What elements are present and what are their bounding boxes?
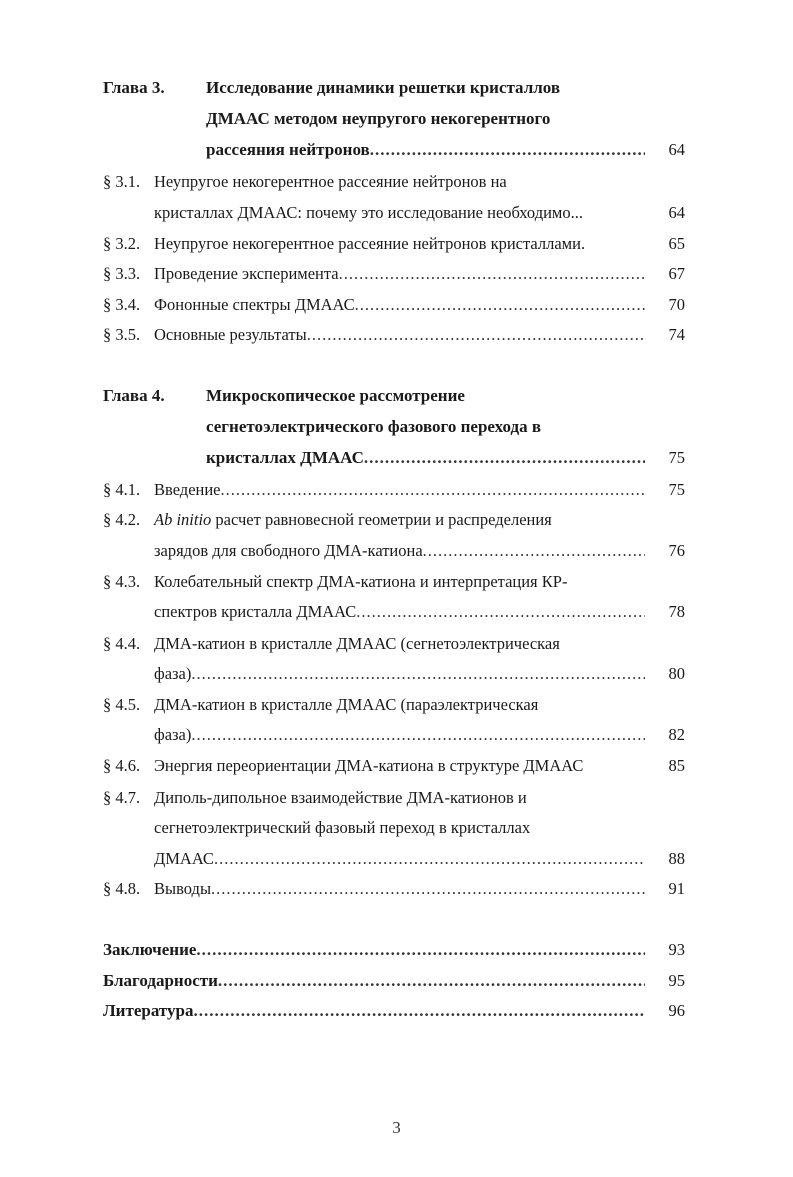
toc-entry-3-1-cont[interactable] (103, 199, 685, 227)
section-title-line: Проведение эксперимента (154, 264, 339, 283)
section-title-line: сегнетоэлектрический фазовый переход в кристаллах (154, 818, 531, 837)
toc-entry-chapter-4[interactable] (103, 444, 685, 472)
section-title-line: фаза) (154, 664, 192, 683)
leader-dots (423, 537, 645, 565)
chapter-3-heading (103, 74, 685, 102)
leader-dots (196, 936, 645, 964)
toc-entry-4-5-cont[interactable] (103, 721, 685, 749)
section-title-line (154, 506, 552, 534)
page-ref: 85 (668, 756, 685, 775)
section-title-line: зарядов для свободного ДМА-катиона (154, 541, 423, 560)
section-number: § 4.7. (103, 788, 141, 807)
leader-dots (370, 136, 645, 164)
section-title-line: ДМААС (154, 849, 214, 868)
page-ref: 65 (668, 234, 685, 253)
chapter-4-heading (103, 382, 685, 410)
chapter-title-line: ДМААС методом неупругого некогерентного (206, 109, 551, 128)
toc-entry-3-1[interactable] (103, 168, 685, 196)
chapter-title-line: сегнетоэлектрического фазового перехода в (206, 417, 541, 436)
section-title-line: Выводы (154, 879, 212, 898)
chapter-title-line: рассеяния нейтронов (206, 140, 370, 159)
section-title-line: Неупругое некогерентное рассеяние нейтронов на (154, 172, 507, 191)
section-number: § 3.2. (103, 234, 141, 253)
toc-entry-4-2[interactable] (103, 506, 685, 534)
chapter-label: Глава 3. (103, 78, 165, 97)
toc-entry-4-4[interactable] (103, 630, 685, 658)
chapter-title-line: Исследование динамики решетки кристаллов (206, 78, 561, 97)
section-title-line: ДМА-катион в кристалле ДМААС (параэлектрическая (154, 695, 539, 714)
section-title-line: Диполь-дипольное взаимодействие ДМА-катионов и (154, 788, 527, 807)
toc-entry-4-7-cont[interactable] (103, 814, 685, 842)
toc-entry-3-4[interactable] (103, 291, 685, 319)
toc-entry-4-2-cont[interactable] (103, 537, 685, 565)
page-ref: 93 (668, 940, 685, 959)
section-number: § 4.2. (103, 510, 141, 529)
page-ref: 80 (668, 664, 685, 683)
back-matter-title: Литература (103, 1001, 194, 1020)
page-ref: 76 (668, 541, 685, 560)
toc-entry-references[interactable] (103, 997, 685, 1025)
page-ref: 95 (668, 971, 685, 990)
page-ref: 64 (668, 203, 685, 222)
chapter-label: Глава 4. (103, 386, 165, 405)
page-ref: 75 (668, 480, 685, 499)
leader-dots (339, 260, 645, 288)
section-title-text: расчет равновесной геометрии и распределения (211, 510, 552, 529)
toc-entry-conclusion[interactable] (103, 936, 685, 964)
leader-dots (218, 967, 645, 995)
section-title-line: спектров кристалла ДМААС (154, 602, 357, 621)
page-ref: 67 (668, 264, 685, 283)
leader-dots (364, 444, 645, 472)
toc-entry-4-3-cont[interactable] (103, 598, 685, 626)
toc-entry-4-7[interactable] (103, 784, 685, 812)
toc-entry-4-8[interactable] (103, 875, 685, 903)
section-number: § 4.4. (103, 634, 141, 653)
section-title-line: Фононные спектры ДМААС (154, 295, 355, 314)
section-title-line: Введение (154, 480, 221, 499)
section-number: § 3.1. (103, 172, 141, 191)
section-number: § 4.6. (103, 756, 141, 775)
section-title-line: ДМА-катион в кристалле ДМААС (сегнетоэлектрическая (154, 634, 560, 653)
section-number: § 3.3. (103, 264, 141, 283)
page-ref: 78 (668, 602, 685, 621)
leader-dots (356, 598, 645, 626)
chapter-4-title-line-2 (103, 413, 685, 441)
page-ref: 96 (668, 1001, 685, 1020)
toc-entry-4-1[interactable] (103, 476, 685, 504)
section-title-line: Основные результаты (154, 325, 307, 344)
toc-entry-3-3[interactable] (103, 260, 685, 288)
page-number: 3 (392, 1118, 401, 1137)
section-title-line: Энергия переориентации ДМА-катиона в структуре ДМААС (154, 756, 584, 775)
leader-dots (214, 845, 645, 873)
chapter-3-title-line-2 (103, 105, 685, 133)
section-title-line: фаза) (154, 725, 192, 744)
page-ref: 88 (668, 849, 685, 868)
page-ref: 70 (668, 295, 685, 314)
chapter-title-line: Микроскопическое рассмотрение (206, 386, 465, 405)
leader-dots (307, 321, 645, 349)
page-ref: 74 (668, 325, 685, 344)
back-matter-title: Заключение (103, 940, 197, 959)
leader-dots (211, 875, 645, 903)
section-number: § 3.4. (103, 295, 141, 314)
section-number: § 3.5. (103, 325, 141, 344)
page-ref: 64 (668, 140, 685, 159)
section-number: § 4.1. (103, 480, 141, 499)
section-title-line: кристаллах ДМААС: почему это исследование необходимо... (154, 203, 583, 222)
page-ref: 91 (668, 879, 685, 898)
chapter-title-line: кристаллах ДМААС (206, 448, 364, 467)
toc-entry-4-7-cont2[interactable] (103, 845, 685, 873)
page-ref: 82 (668, 725, 685, 744)
section-number: § 4.8. (103, 879, 141, 898)
leader-dots (191, 721, 645, 749)
back-matter-title: Благодарности (103, 971, 218, 990)
section-number: § 4.5. (103, 695, 141, 714)
toc-entry-3-2[interactable] (103, 230, 685, 258)
section-title-line: Колебательный спектр ДМА-катиона и интерпретация КР- (154, 572, 568, 591)
leader-dots (355, 291, 645, 319)
section-number: § 4.3. (103, 572, 141, 591)
toc-entry-chapter-3[interactable] (103, 136, 685, 164)
toc-entry-4-6[interactable] (103, 752, 685, 780)
leader-dots (193, 997, 645, 1025)
toc-entry-4-5[interactable] (103, 691, 685, 719)
italic-term: Ab initio (154, 510, 212, 529)
page-ref: 75 (668, 448, 685, 467)
toc-entry-3-5[interactable] (103, 321, 685, 349)
toc-entry-4-4-cont[interactable] (103, 660, 685, 688)
toc-entry-4-3[interactable] (103, 568, 685, 596)
leader-dots (221, 476, 645, 504)
leader-dots (191, 660, 645, 688)
toc-entry-acknowledgements[interactable] (103, 967, 685, 995)
section-title-line: Неупругое некогерентное рассеяние нейтронов кристаллами. (154, 234, 586, 253)
